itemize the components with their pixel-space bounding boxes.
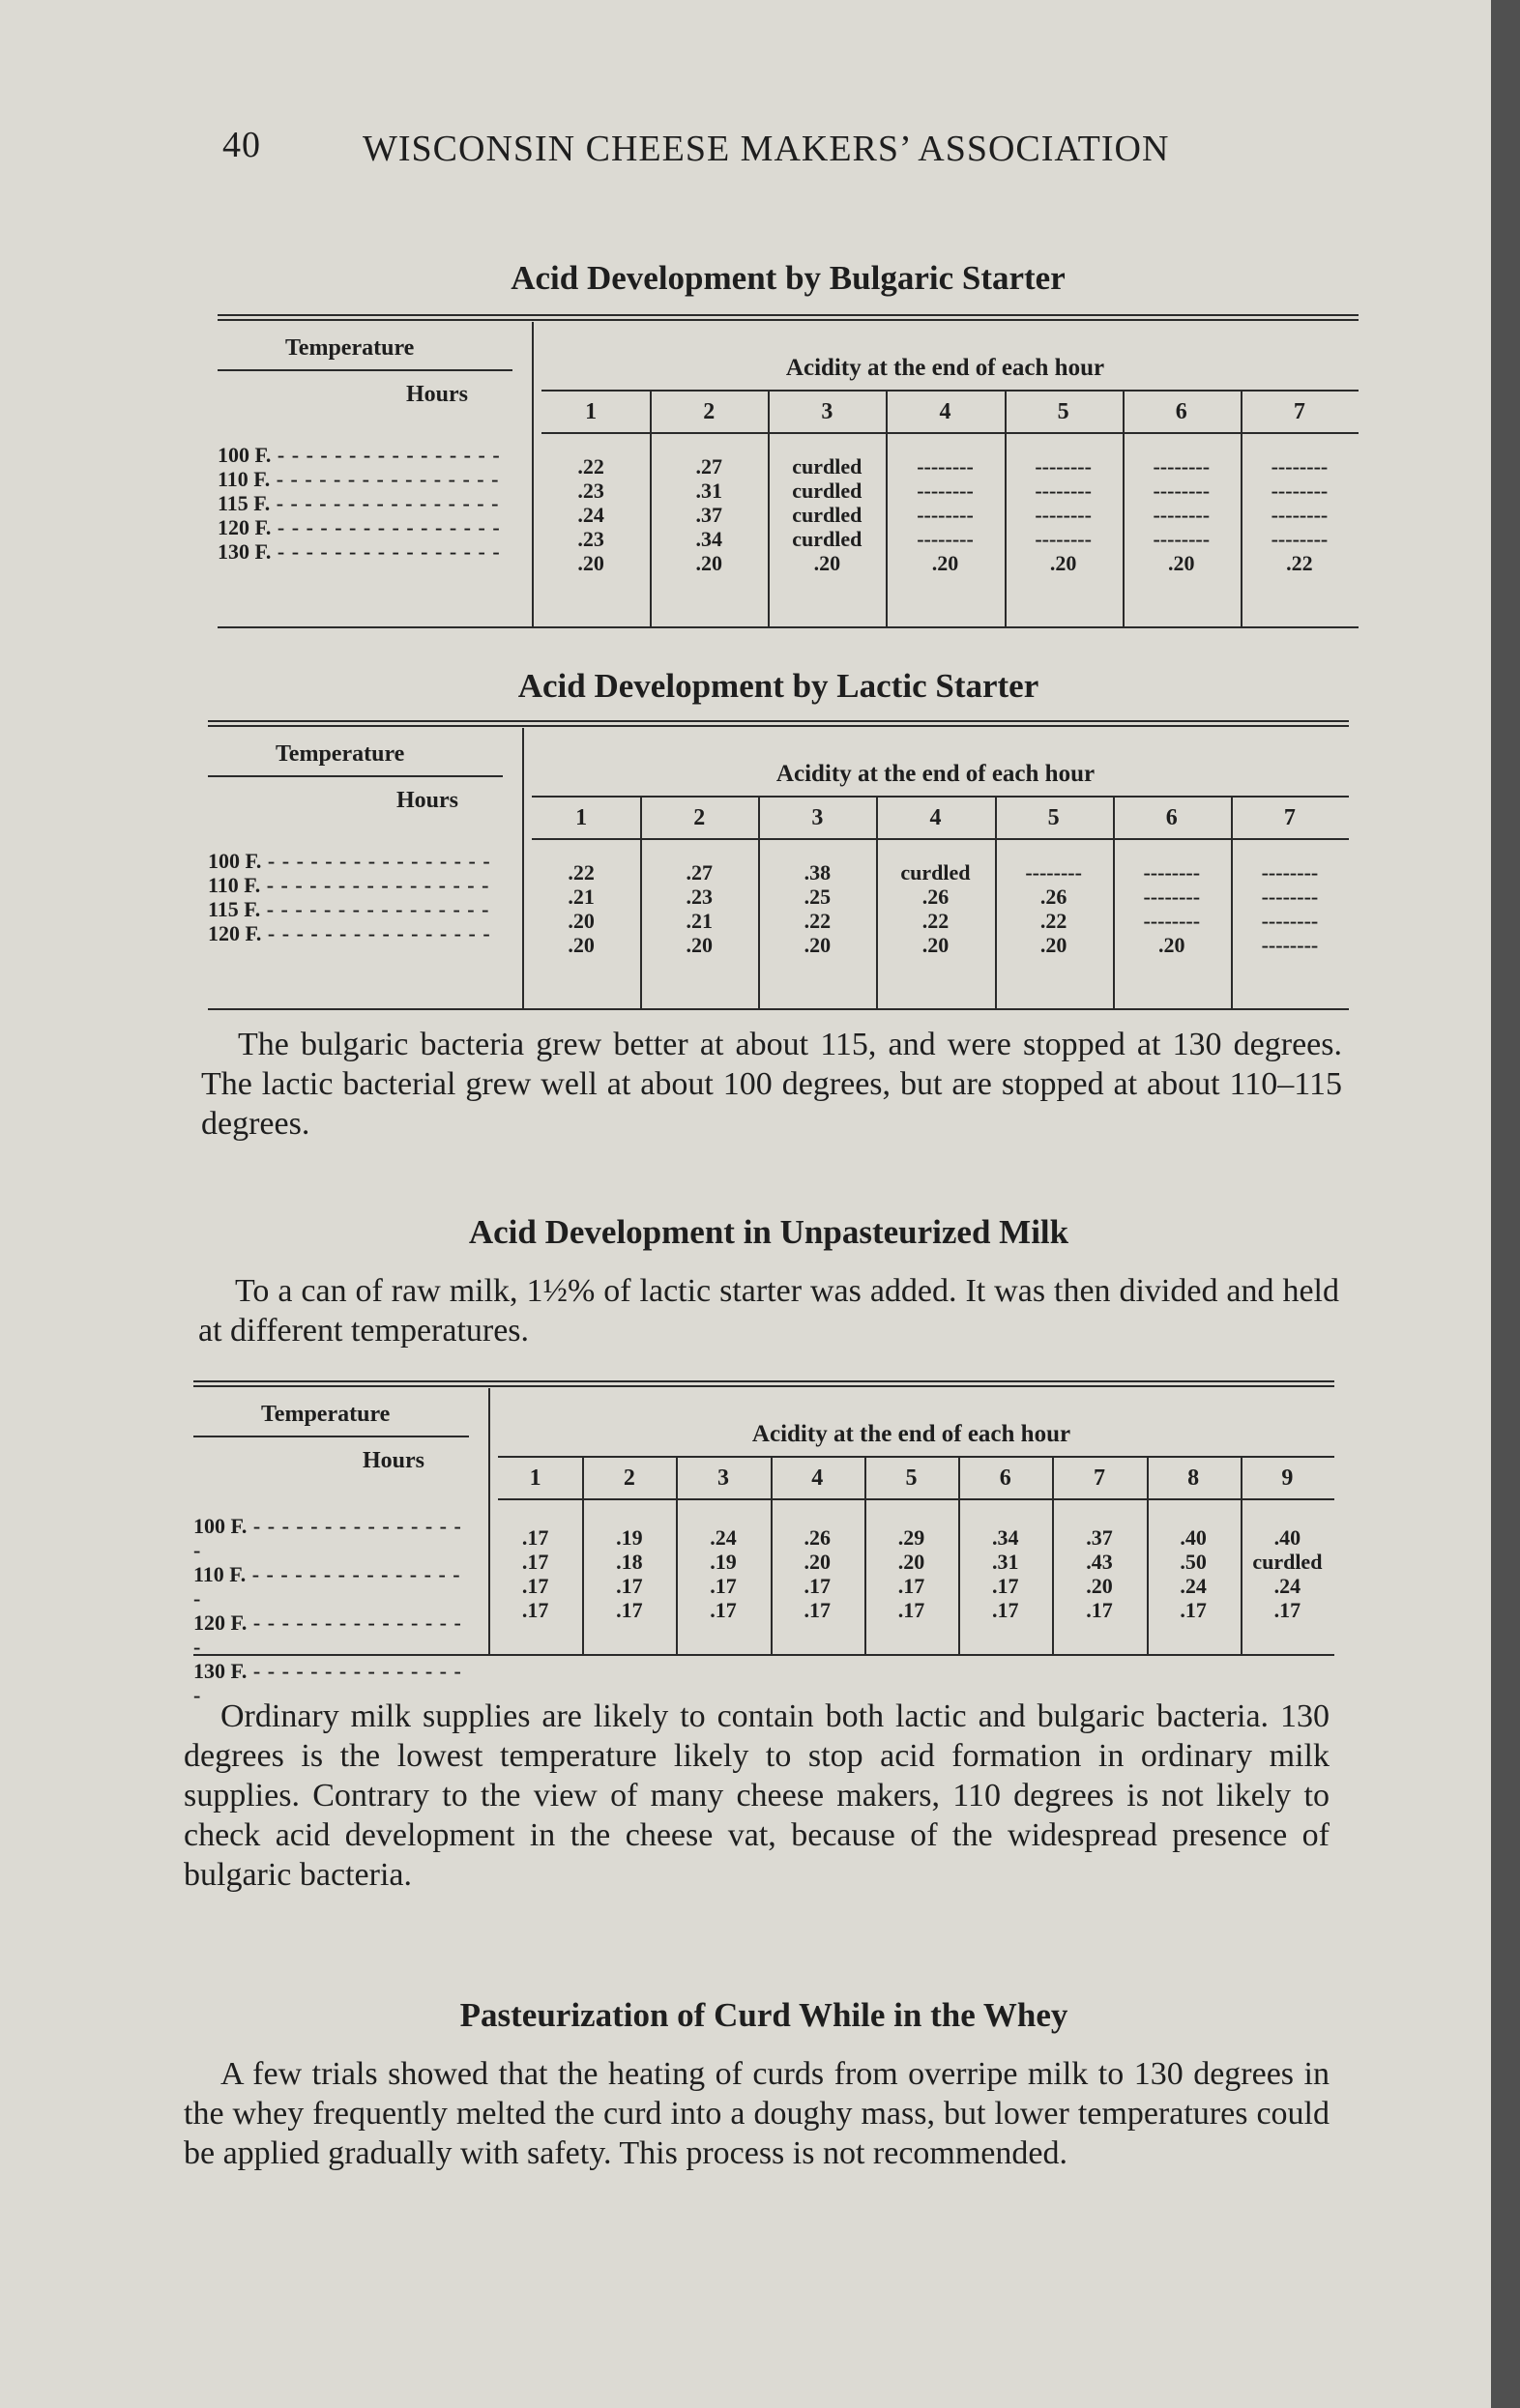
hour-number-1: 1 [529, 1465, 541, 1491]
leader-dots: - - - - - - - - - - - - - - - - [193, 1514, 462, 1562]
data-cell: .22 [804, 909, 832, 933]
row-label [218, 491, 517, 515]
paragraph-ordinary-milk [184, 1697, 1330, 1895]
data-cell: curdled [792, 527, 862, 551]
hour-number-7: 7 [1093, 1465, 1105, 1491]
row-temperature: 100 F. [218, 443, 272, 467]
pasteurization-title: Pasteurization of Curd While in the Whey [459, 1996, 1068, 2034]
data-cell: -------- [1153, 527, 1211, 551]
data-column-hour-7 [1052, 1525, 1146, 1622]
hour-number-1: 1 [575, 805, 588, 830]
temperature-underline [208, 775, 503, 777]
hour-number-3: 3 [717, 1465, 730, 1491]
data-cell: .40 [1273, 1525, 1301, 1550]
temperature-label: Temperature [261, 1402, 391, 1427]
data-column-hour-5 [995, 860, 1113, 957]
data-column-hour-5 [1005, 454, 1123, 575]
leader-dots: - - - - - - - - - - - - - - - - [261, 849, 491, 873]
data-cell: .26 [1039, 885, 1067, 909]
data-cell: .31 [991, 1550, 1019, 1574]
data-column-hour-8 [1147, 1525, 1241, 1622]
data-cell: -------- [1025, 860, 1082, 885]
data-cell: -------- [1153, 454, 1211, 479]
hours-top-rule [498, 1456, 1334, 1458]
temperature-underline [193, 1436, 469, 1437]
unpasteurized-paragraph [198, 1271, 1339, 1350]
data-cell: .18 [616, 1550, 643, 1574]
row-temperature: 130 F. [193, 1659, 248, 1683]
table-top-rule [208, 720, 1349, 727]
row-label [193, 1514, 474, 1562]
bulgaric-starter-table [218, 314, 1359, 628]
table-bottom-rule [208, 1008, 1349, 1010]
data-cell: .17 [521, 1550, 549, 1574]
leader-dots: - - - - - - - - - - - - - - - - [271, 515, 501, 539]
data-cell: .25 [804, 885, 832, 909]
hours-label: Hours [363, 1448, 425, 1473]
data-column-hour-9 [1241, 1525, 1334, 1622]
data-column-hour-4 [876, 860, 994, 957]
row-temperature: 100 F. [193, 1514, 248, 1538]
acidity-header: Acidity at the end of each hour [751, 1421, 1071, 1447]
data-cell: .20 [568, 909, 595, 933]
hours-bottom-rule [498, 1498, 1334, 1500]
data-cell: .17 [616, 1574, 643, 1598]
data-cell: .17 [897, 1598, 925, 1622]
data-column-hour-3 [676, 1525, 770, 1622]
data-cell: -------- [1261, 860, 1319, 885]
data-cell: -------- [1143, 909, 1201, 933]
data-cell: .17 [710, 1598, 737, 1622]
data-column-hour-2 [640, 860, 758, 957]
data-cell: -------- [917, 503, 974, 527]
data-cell: .17 [616, 1598, 643, 1622]
data-cell: -------- [1035, 454, 1092, 479]
data-cell: -------- [1271, 527, 1329, 551]
hours-bottom-rule [541, 432, 1359, 434]
data-cell: .20 [577, 551, 604, 575]
data-cell: .20 [804, 1550, 832, 1574]
row-label [193, 1610, 474, 1659]
table-top-rule [193, 1380, 1334, 1387]
table1-title: Acid Development by Bulgaric Starter [511, 259, 1066, 297]
data-column-hour-2 [650, 454, 768, 575]
hour-number-7: 7 [1293, 399, 1305, 424]
row-temperature: 120 F. [208, 921, 262, 945]
row-labels [193, 1514, 474, 1707]
data-cell: -------- [1153, 479, 1211, 503]
data-cell: -------- [1035, 479, 1092, 503]
data-column-hour-4 [771, 1525, 864, 1622]
row-label [208, 921, 508, 945]
data-cell: .23 [577, 479, 604, 503]
data-cell: -------- [1271, 479, 1329, 503]
data-cell: .50 [1180, 1550, 1207, 1574]
hour-number-6: 6 [999, 1465, 1011, 1491]
leader-dots: - - - - - - - - - - - - - - - - [260, 897, 490, 921]
leader-dots: - - - - - - - - - - - - - - - - [270, 467, 500, 491]
data-cell: .22 [577, 454, 604, 479]
data-column-hour-7 [1231, 860, 1349, 957]
data-cell: -------- [1261, 885, 1319, 909]
data-cell: .20 [804, 933, 832, 957]
data-column-hour-1 [488, 1525, 582, 1622]
data-cell: .20 [897, 1550, 925, 1574]
data-cell: .43 [1086, 1550, 1113, 1574]
data-cell: .34 [695, 527, 722, 551]
hour-number-9: 9 [1281, 1465, 1294, 1491]
data-cell: .17 [804, 1598, 832, 1622]
data-cell: .27 [695, 454, 722, 479]
unpasteurized-milk-table [193, 1380, 1334, 1707]
row-temperature: 120 F. [218, 515, 272, 539]
data-cell: -------- [1143, 860, 1201, 885]
data-column-hour-3 [758, 860, 876, 957]
running-head: WISCONSIN CHEESE MAKERS’ ASSOCIATION [363, 129, 1170, 169]
data-cell: .17 [804, 1574, 832, 1598]
temperature-underline [218, 369, 512, 371]
data-cell: .20 [1086, 1574, 1113, 1598]
row-temperature: 120 F. [193, 1610, 248, 1635]
hour-number-7: 7 [1283, 805, 1296, 830]
data-column-hour-4 [886, 454, 1004, 575]
leader-dots: - - - - - - - - - - - - - - - - [261, 921, 491, 945]
data-cell: -------- [1153, 503, 1211, 527]
row-temperature: 110 F. [208, 873, 261, 897]
leader-dots: - - - - - - - - - - - - - - - - [193, 1610, 462, 1659]
row-label [218, 443, 517, 467]
data-cell: .21 [568, 885, 595, 909]
hour-number-6: 6 [1175, 399, 1187, 424]
row-temperature: 110 F. [193, 1562, 247, 1586]
unpasteurized-text: To a can of raw milk, 1½% of lactic starter was added. It was then divided and held at different temperatures. [198, 1273, 1339, 1349]
data-cell: curdled [792, 503, 862, 527]
data-cell: .19 [616, 1525, 643, 1550]
data-cell: -------- [1261, 909, 1319, 933]
data-cell: .20 [568, 933, 595, 957]
data-cell: -------- [1035, 503, 1092, 527]
data-cell: .17 [991, 1574, 1019, 1598]
data-cell: .24 [1273, 1574, 1301, 1598]
scan-edge [1491, 0, 1520, 2408]
data-cell: -------- [917, 527, 974, 551]
data-cell: .23 [577, 527, 604, 551]
data-column-hour-1 [522, 860, 640, 957]
data-cell: -------- [917, 454, 974, 479]
table-bottom-rule [218, 626, 1359, 628]
row-label [218, 467, 517, 491]
pasteurization-text: A few trials showed that the heating of curds from overripe milk to 130 degrees in the whey frequently melted the curd into a doughy mass, but lower temperatures could be applied gradually with safety. This process is not recommended. [184, 2056, 1330, 2171]
data-cell: .20 [813, 551, 841, 575]
data-cell: .24 [710, 1525, 737, 1550]
data-column-hour-1 [532, 454, 650, 575]
hour-number-5: 5 [1057, 399, 1069, 424]
data-cell: -------- [917, 479, 974, 503]
data-cell: .37 [695, 503, 722, 527]
hour-number-4: 4 [811, 1465, 824, 1491]
data-cell: .22 [1039, 909, 1067, 933]
data-cell: .40 [1180, 1525, 1207, 1550]
data-cell: .27 [686, 860, 713, 885]
row-temperature: 130 F. [218, 539, 272, 564]
data-cell: .19 [710, 1550, 737, 1574]
data-cell: -------- [1035, 527, 1092, 551]
hour-number-2: 2 [703, 399, 716, 424]
hour-number-3: 3 [821, 399, 833, 424]
lactic-starter-table [208, 720, 1349, 1010]
data-cell: .17 [521, 1574, 549, 1598]
data-cell: .26 [804, 1525, 832, 1550]
data-cell: curdled [900, 860, 971, 885]
data-cell: -------- [1261, 933, 1319, 957]
data-column-hour-3 [768, 454, 886, 575]
hour-number-6: 6 [1165, 805, 1178, 830]
hour-number-3: 3 [811, 805, 824, 830]
row-label [208, 849, 508, 873]
data-cell: .31 [695, 479, 722, 503]
unpasteurized-title: Acid Development in Unpasteurized Milk [468, 1213, 1069, 1251]
data-cell: .38 [804, 860, 832, 885]
paragraph-ordinary-milk-text: Ordinary milk supplies are likely to contain both lactic and bulgaric bacteria. 130 degrees is the lowest temperature likely to stop acid formation in ordinary milk supplies. Contrary to the view of many cheese makers, 110 degrees is not likely to check acid development in the cheese vat, because of the widespread presence of bulgaric bacteria. [184, 1698, 1330, 1893]
leader-dots: - - - - - - - - - - - - - - - - [260, 873, 490, 897]
hour-number-8: 8 [1187, 1465, 1200, 1491]
data-cell: .17 [521, 1525, 549, 1550]
hours-bottom-rule [532, 838, 1349, 840]
row-label [208, 897, 508, 921]
paragraph-growth [201, 1025, 1342, 1144]
leader-dots: - - - - - - - - - - - - - - - - [271, 443, 501, 467]
data-cell: .22 [921, 909, 950, 933]
hour-number-1: 1 [585, 399, 598, 424]
row-temperature: 110 F. [218, 467, 271, 491]
acidity-header: Acidity at the end of each hour [775, 761, 1096, 787]
data-cell: .17 [1086, 1598, 1113, 1622]
data-column-hour-7 [1241, 454, 1359, 575]
table-top-rule [218, 314, 1359, 321]
row-temperature: 115 F. [218, 491, 271, 515]
data-cell: .20 [1158, 933, 1185, 957]
row-label [218, 515, 517, 539]
data-cell: -------- [1143, 885, 1201, 909]
data-column-hour-2 [582, 1525, 676, 1622]
table2-title: Acid Development by Lactic Starter [517, 667, 1039, 705]
hour-number-5: 5 [905, 1465, 918, 1491]
hours-top-rule [532, 796, 1349, 798]
data-cell: .20 [1049, 551, 1077, 575]
data-cell: .20 [931, 551, 959, 575]
data-cell: .23 [686, 885, 713, 909]
data-cell: .17 [897, 1574, 925, 1598]
hour-number-2: 2 [693, 805, 706, 830]
row-labels [218, 443, 517, 564]
data-cell: .21 [686, 909, 713, 933]
row-labels [208, 849, 508, 945]
data-cell: .37 [1086, 1525, 1113, 1550]
data-column-hour-6 [1123, 454, 1241, 575]
leader-dots: - - - - - - - - - - - - - - - - [271, 539, 501, 564]
data-cell: .34 [991, 1525, 1019, 1550]
page-number: 40 [222, 125, 261, 165]
data-cell: .24 [577, 503, 604, 527]
hours-label: Hours [396, 788, 459, 813]
data-cell: curdled [1252, 1550, 1323, 1574]
row-label [218, 539, 517, 564]
data-cell: .22 [1286, 551, 1313, 575]
row-temperature: 100 F. [208, 849, 262, 873]
data-cell: curdled [792, 479, 862, 503]
data-cell: .17 [1180, 1598, 1207, 1622]
paragraph-growth-text: The bulgaric bacteria grew better at about 115, and were stopped at 130 degrees. The lactic bacterial grew well at about 100 degrees, but are stopped at about 110–115 degrees. [201, 1027, 1342, 1142]
data-cell: .24 [1180, 1574, 1207, 1598]
data-cell: .29 [897, 1525, 925, 1550]
row-label [208, 873, 508, 897]
hour-number-4: 4 [939, 399, 951, 424]
data-cell: .20 [1039, 933, 1067, 957]
data-cell: -------- [1271, 503, 1329, 527]
data-cell: .17 [710, 1574, 737, 1598]
hours-label: Hours [406, 382, 469, 407]
temperature-label: Temperature [285, 335, 415, 361]
hour-number-4: 4 [929, 805, 942, 830]
acidity-header: Acidity at the end of each hour [785, 355, 1105, 381]
leader-dots: - - - - - - - - - - - - - - - - [193, 1659, 462, 1707]
data-cell: -------- [1271, 454, 1329, 479]
data-cell: .20 [695, 551, 722, 575]
data-cell: curdled [792, 454, 862, 479]
leader-dots: - - - - - - - - - - - - - - - - [193, 1562, 461, 1610]
data-cell: .20 [921, 933, 950, 957]
data-cell: .20 [1168, 551, 1195, 575]
data-column-hour-6 [958, 1525, 1052, 1622]
data-cell: .22 [568, 860, 595, 885]
data-cell: .17 [1273, 1598, 1301, 1622]
hour-number-5: 5 [1047, 805, 1060, 830]
data-column-hour-6 [1113, 860, 1231, 957]
pasteurization-paragraph [184, 2054, 1330, 2173]
data-column-hour-5 [864, 1525, 958, 1622]
hour-number-2: 2 [623, 1465, 635, 1491]
row-label [193, 1562, 474, 1610]
temperature-label: Temperature [276, 741, 405, 767]
data-cell: .26 [921, 885, 950, 909]
data-cell: .17 [991, 1598, 1019, 1622]
row-temperature: 115 F. [208, 897, 261, 921]
data-cell: .17 [521, 1598, 549, 1622]
leader-dots: - - - - - - - - - - - - - - - - [270, 491, 500, 515]
data-cell: .20 [686, 933, 713, 957]
hours-top-rule [541, 390, 1359, 392]
